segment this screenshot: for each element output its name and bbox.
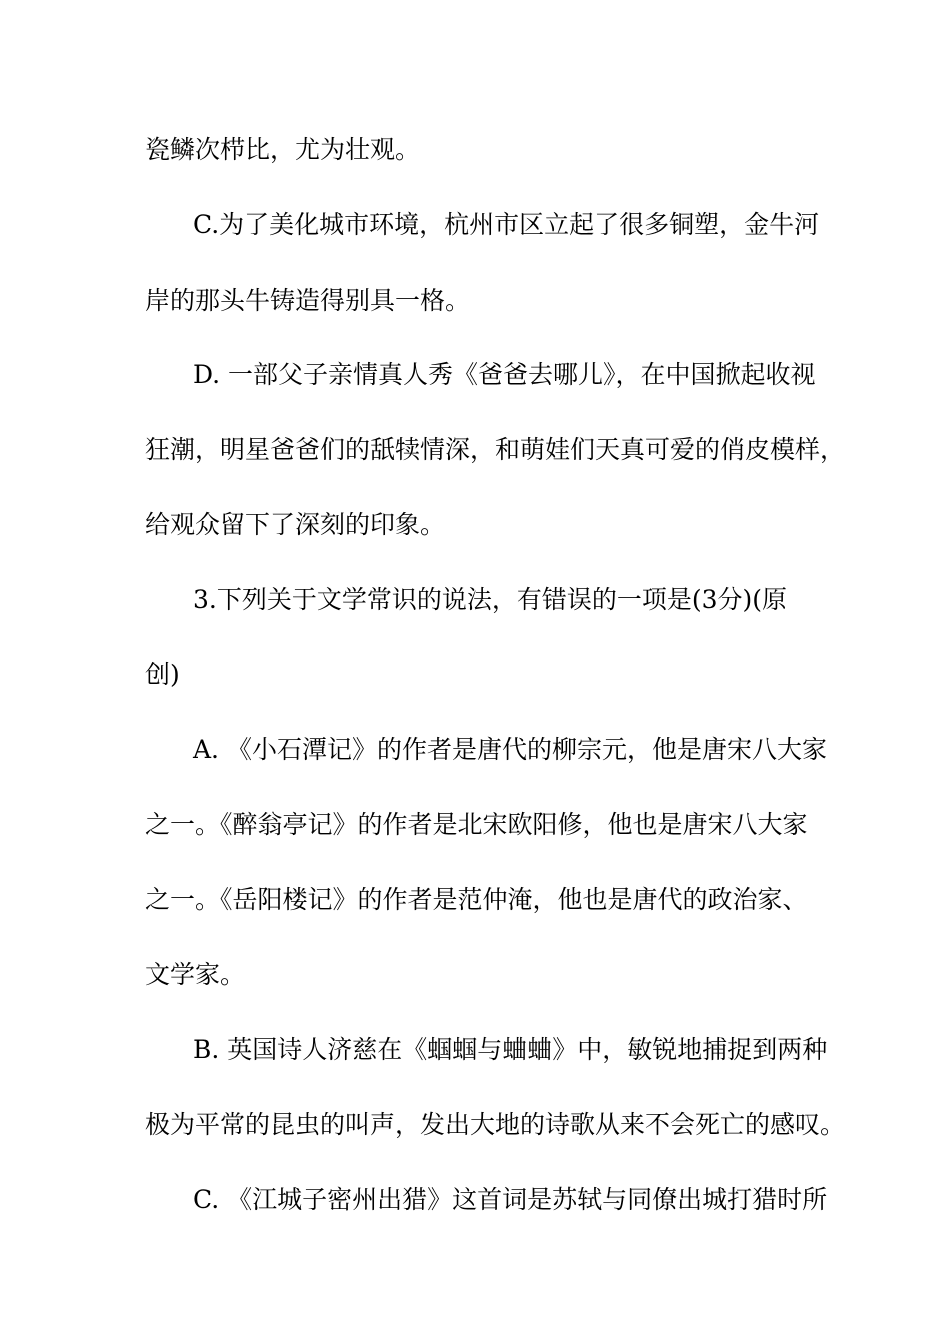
q3-option-b-cont: 极为平常的昆虫的叫声，发出大地的诗歌从来不会死亡的感叹。 [145, 1110, 846, 1139]
q3-option-a-end: 文学家。 [145, 960, 246, 989]
question-3-stem: 3.下列关于文学常识的说法，有错误的一项是(3分)(原 [193, 585, 788, 614]
q3-option-a-cont: 之一。《醉翁亭记》的作者是北宋欧阳修，他也是唐宋八大家 [145, 810, 808, 839]
q3-option-c: C. 《江城子密州出猎》这首词是苏轼与同僚出城打猎时所 [193, 1185, 828, 1214]
q3-option-a: A. 《小石潭记》的作者是唐代的柳宗元，他是唐宋八大家 [193, 735, 827, 764]
question-3-stem-cont: 创) [145, 660, 180, 689]
q3-option-a-cont-2: 之一。《岳阳楼记》的作者是范仲淹，他也是唐代的政治家、 [145, 885, 808, 914]
text-line-option-c-cont: 岸的那头牛铸造得别具一格。 [145, 286, 471, 315]
text-line-option-d: D. 一部父子亲情真人秀《爸爸去哪儿》，在中国掀起收视 [193, 360, 816, 389]
text-line-option-b-end: 瓷鳞次栉比，尤为壮观。 [145, 135, 421, 164]
text-line-option-c: C.为了美化城市环境，杭州市区立起了很多铜塑，金牛河 [193, 210, 820, 239]
q3-option-b: B. 英国诗人济慈在《蝈蝈与蛐蛐》中，敏锐地捕捉到两种 [193, 1035, 828, 1064]
text-line-option-d-end: 给观众留下了深刻的印象。 [145, 510, 446, 539]
text-line-option-d-cont: 狂潮，明星爸爸们的舐犊情深，和萌娃们天真可爱的俏皮模样， [145, 435, 846, 464]
